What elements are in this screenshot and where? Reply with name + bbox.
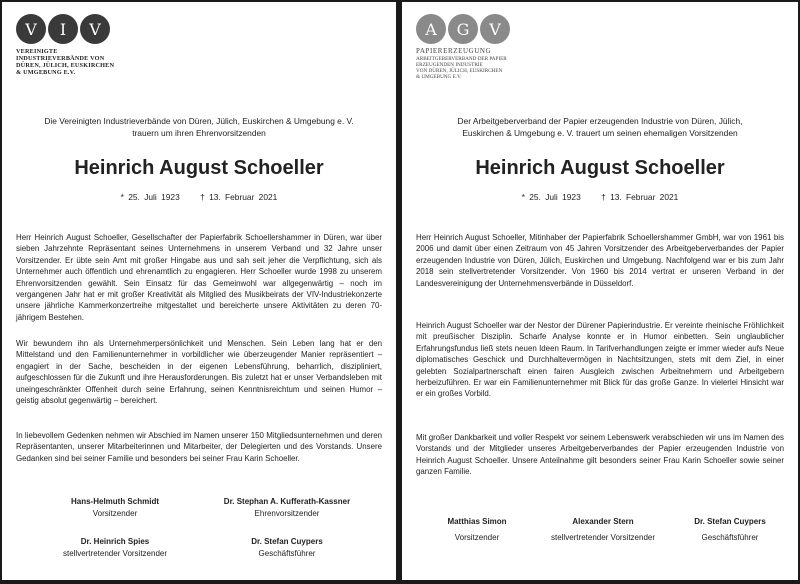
logo-letter: V [480, 14, 510, 44]
logo-line: & UMGEBUNG E.V. [16, 69, 76, 76]
signatory-role: Geschäftsführer [701, 533, 759, 542]
birth-date: * 25. Juli 1923 [521, 192, 581, 202]
paragraph: Herr Heinrich August Schoeller, Mitinhaber der Papierfabrik Schoellershammer GmbH, war von 1961 bis 2006 und damit über einen Zeitraum von 45 Jahren Vorsitzender des Arbeitgeberverbandes der Papier erzeugenden Industrie von Düren, Jülich, Euskirchen und Umgebung. Nachfolgend war er bis zum Jahr 2018 sein stellvertretender Vorsitzender. Von 1960 bis 2014 vertrat er unseren Verband in der Landesvereinigung der Unternehmensverbände in Düsseldorf. [416, 233, 784, 288]
intro-text [2, 116, 396, 139]
signatory-role: Vorsitzender [454, 533, 500, 542]
intro-line: Der Arbeitgeberverband der Papier erzeugenden Industrie von Düren, Jülich, [457, 116, 743, 126]
intro-line: Die Vereinigten Industrieverbände von Düren, Jülich, Euskirchen & Umgebung e. V. [44, 116, 354, 126]
signature [40, 536, 190, 560]
signatory-role: stellvertretender Vorsitzender [550, 533, 656, 542]
agv-logo-mark [416, 14, 510, 44]
signature [534, 516, 672, 544]
logo-line: DÜREN, JÜLICH, EUSKIRCHEN [16, 62, 115, 69]
paragraph: In liebevollem Gedenken nehmen wir Abschied im Namen unserer 150 Mitgliedsunternehmen und deren Repräsentanten, unserer Mitarbeiterinnen und Mitarbeiter, der Delegierten und des Vorstands. Unsere Gedanken sind bei seiner Familie und besonders bei seiner Frau Karin Schoeller. [16, 431, 382, 463]
signatory-role: stellvertretender Vorsitzender [62, 549, 168, 558]
agv-logo-subtitle: PAPIERERZEUGUNG [416, 47, 492, 55]
logo-letter: V [80, 14, 110, 44]
logo-letter: A [416, 14, 446, 44]
signatory-name: Dr. Stefan Cuypers [251, 537, 323, 546]
signature [192, 536, 382, 560]
logo-line: VEREINIGTE [16, 48, 58, 55]
viv-logo-mark [16, 14, 114, 44]
signatory-role: Ehrenvorsitzender [254, 509, 320, 518]
logo-line: VON DÜREN, JÜLICH, EUSKIRCHEN [416, 68, 503, 74]
viv-logo [16, 14, 114, 76]
signature [192, 496, 382, 520]
deceased-name: Heinrich August Schoeller [74, 157, 324, 179]
deceased-name: Heinrich August Schoeller [475, 157, 725, 179]
logo-letter: I [48, 14, 78, 44]
intro-line: trauern um ihren Ehrenvorsitzenden [132, 127, 266, 138]
paragraph: Herr Heinrich August Schoeller, Gesellschafter der Papierfabrik Schoellershammer in Düren, war über sieben Jahrzehnte Repräsentant seines Unternehmens in unserem Verband und 32 Jahre unser Vorsitzender. Er übte sein Amt mit großer Hingabe aus und sah seit jeher die Verpflichtung, sich als Unternehmer auch öffentlich und ehrenamtlich zu engagieren. Herr Schoeller wurde 1998 zu unserem Ehrenvorsitzenden gewählt. Sein Einsatz für das Gemeinwohl war allgegenwärtig – noch im vergangenen Jahr hat er mit großer Kreativität als Mitglied des Musikbeirats der VIV-Industriekonzerte unsere jährliche Kammerkonzertreihe mitgestaltet und bereicherte unsere Aktivitäten zu deren 70-jährigem Bestehen. [16, 233, 382, 322]
intro-text [402, 116, 798, 139]
logo-letter: V [16, 14, 46, 44]
logo-line: ARBEITGEBERVERBAND DER PAPIER [416, 56, 507, 62]
life-dates [402, 192, 798, 202]
agv-logo-text [416, 56, 510, 80]
signature [40, 496, 190, 520]
logo-letter: G [448, 14, 478, 44]
logo-line: INDUSTRIEVERBÄNDE VON [16, 55, 105, 62]
signatory-role: Vorsitzender [92, 509, 138, 518]
signatory-name: Dr. Stefan Cuypers [694, 517, 766, 526]
signature [668, 516, 792, 544]
signatory-name: Matthias Simon [447, 517, 507, 526]
death-date: † 13. Februar 2021 [200, 192, 278, 202]
logo-line: & UMGEBUNG E.V. [416, 74, 462, 80]
paragraph: Heinrich August Schoeller war der Nestor der Dürener Papierindustrie. Er vereinte rheinische Fröhlichkeit mit preußischer Disziplin. Scharfe Analyse konnte er in Humor einbetten. Sein unglaublicher Erfahrungsfundus ließ stets neuen Ideen Raum. In Tarifverhandlungen zeigte er immer wieder aufs Neue diplomatisches Geschick und Durchhaltevermögen in Nachtsitzungen, stets mit dem Ziel, in einer gelebten Sozialpartnerschaft einen fairen Ausgleich zwischen Arbeitnehmern und Arbeitgebern herbeizuführen. Er war ein Familienunternehmer mit Blick für das große Ganze. In vielerlei Hinsicht war er ein großes Vorbild. [416, 321, 784, 399]
intro-line: Euskirchen & Umgebung e. V. trauert um seinen ehemaligen Vorsitzenden [462, 127, 738, 138]
signature [412, 516, 542, 544]
life-dates [2, 192, 396, 202]
birth-date: * 25. Juli 1923 [120, 192, 180, 202]
signatory-name: Alexander Stern [572, 517, 634, 526]
signatory-name: Dr. Stephan A. Kufferath-Kassner [223, 497, 351, 506]
agv-logo [416, 14, 510, 80]
paragraph: Mit großer Dankbarkeit und voller Respekt vor seinem Lebenswerk verabschieden wir uns im Namen des Vorstands und der Mitglieder unseres Arbeitgeberverbandes der Papier erzeugenden Industrie von Heinrich August Schoeller. Unsere Anteilnahme gilt besonders seiner Frau Karin Schoeller sowie seiner ganzen Familie. [416, 433, 784, 477]
paragraph: Wir bewundern ihn als Unternehmerpersönlichkeit und Menschen. Sein Leben lang hat er den Mittelstand und den Familienunternehmer in vorbildlicher wie überzeugender Manier repräsentiert – engagiert in der Sache, bescheiden in der eigenen Lebensführung, beharrlich, diszipliniert, aufgeschlossen für die Zukunft und ihre Herausforderungen. Bis zuletzt hat er unser Verbandsleben mit uneingeschränkter Offenheit durch seine Erfahrung, seinen Kenntnisreichtum und seinen Humor – geistig absolut gegenwärtig – bereichert. [16, 339, 382, 406]
logo-line: ERZEUGENDEN INDUSTRIE [416, 62, 483, 68]
left-obituary-panel [2, 2, 396, 580]
signatory-role: Geschäftsführer [258, 549, 316, 558]
signatory-name: Hans-Helmuth Schmidt [70, 497, 159, 506]
right-obituary-panel [402, 2, 798, 580]
viv-logo-text [16, 48, 114, 76]
death-date: † 13. Februar 2021 [601, 192, 679, 202]
signatory-name: Dr. Heinrich Spies [80, 537, 150, 546]
